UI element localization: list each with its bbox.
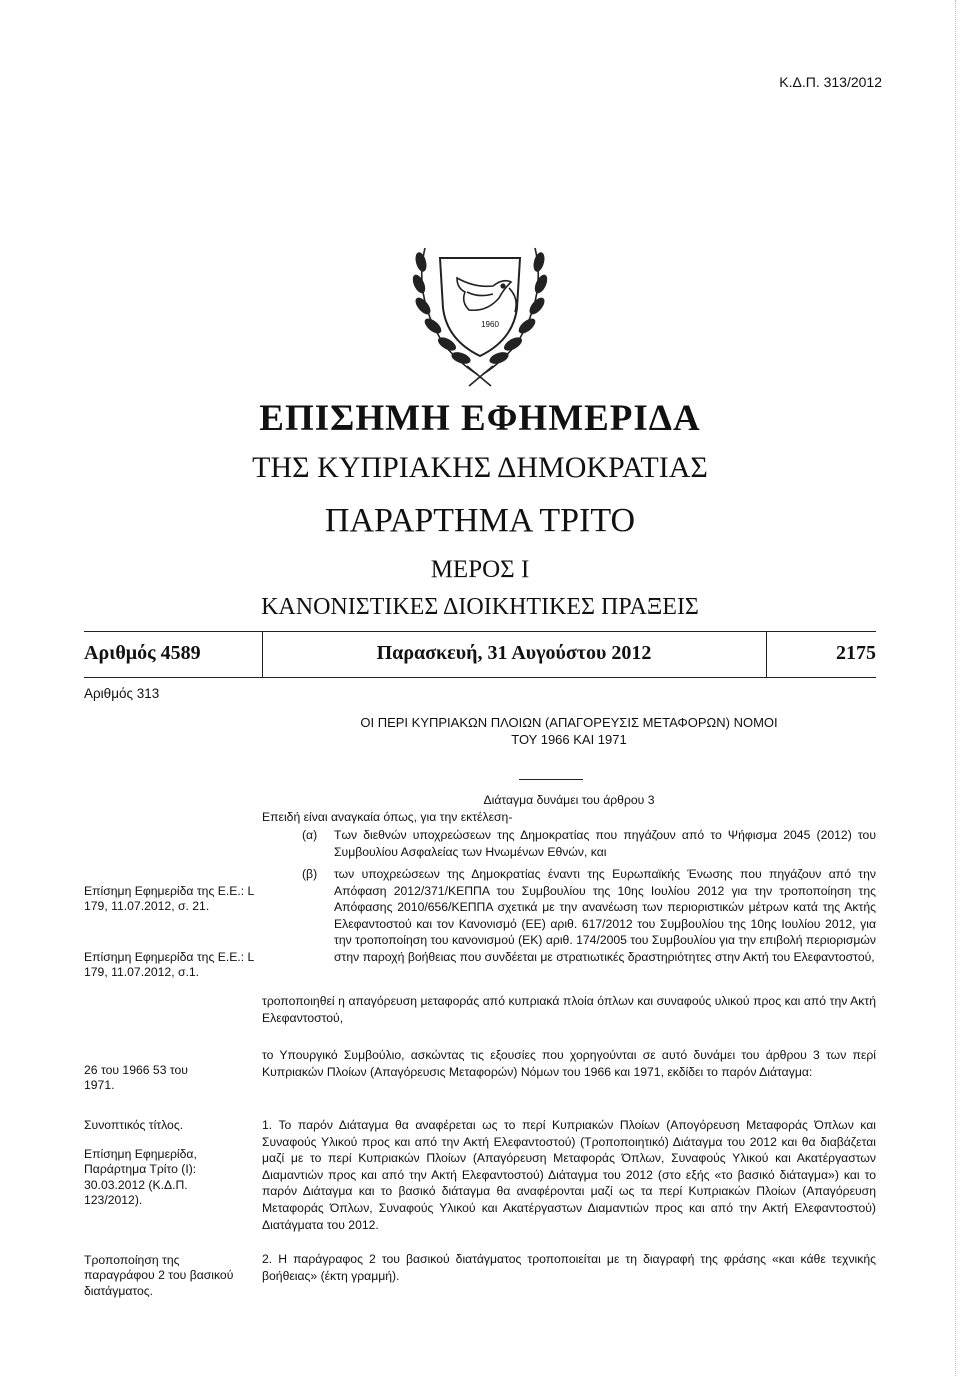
margin-note-amendment: Τροποποίηση της παραγράφου 2 του βασικού διατάγματος. <box>84 1253 234 1298</box>
gazette-subtitle: ΤΗΣ ΚΥΠΡΙΑΚΗΣ ΔΗΜΟΚΡΑΤΙΑΣ <box>252 451 708 484</box>
document-number: Αριθμός 313 <box>84 686 160 701</box>
margin-note-gazette: Επίσημη Εφημερίδα, Παράρτημα Τρίτο (Ι): 30.03.2012 (Κ.Δ.Π. 123/2012). <box>84 1147 197 1207</box>
law-title <box>262 714 876 748</box>
item-b-text: των υποχρεώσεων της Δημοκρατίας έναντι της Ευρωπαϊκής Ένωσης που πηγάζουν από την Απόφαση 2012/371/ΚΕΠΠΑ του Συμβουλίου της 10ης Ιουλίου 2012 για την τροποποίηση της Απόφασης 2010/656/ΚΕΠΠΑ σχετικά με την ανανέωση των περιοριστικών μέτρων κατά της Ακτής Ελεφαντοστού και τον Κανονισμό (ΕΕ) αριθ. 617/2012 του Συμβουλίου της 10ης Ιουλίου 2012, για την τροποποίηση του κανονισμού (ΕΚ) αριθ. 174/2005 του Συμβουλίου για την επιβολή περιορισμών στην παροχή βοήθειας που συνδέεται με στρατιωτικές δραστηριότητες στην Ακτή του Ελεφαντοστού, <box>334 867 876 964</box>
part-title: ΜΕΡΟΣ Ι <box>430 556 530 583</box>
item-a-label: (α) <box>302 828 318 842</box>
amended-ban-clause: τροποποιηθεί η απαγόρευση μεταφοράς από κυπριακά πλοία όπλων και συναφούς υλικού προς και από την Ακτή Ελεφαντοστού, <box>262 994 876 1025</box>
margin-note-laws: 26 του 1966 53 του 1971. <box>84 1063 188 1093</box>
paragraph-1: 1. Το παρόν Διάταγμα θα αναφέρεται ως το περί Κυπριακών Πλοίων (Απογόρευση Μεταφοράς Όπλων και Συναφούς Υλικού προς και από την Ακτή Ελεφαντοστού) (Τροποποιητικό) Διάταγμα του 2012 και θα διαβάζεται μαζί με το περί Κυπριακών Πλοίων (Απαγόρευση Μεταφοράς Όπλων, Συναφούς Υλικού και Ακατέργαστων Διαμαντιών προς και από την Ακτή Ελεφαντοστού) Διάταγμα του 2012 (στο εξής «το βασικό διάταγμα») και το παρόν Διάταγμα και το βασικό διάταγμα θα αναφέρονται μαζί ως τα περί Κυπριακών Πλοίων (Απαγόρευση Μεταφοράς Όπλων, Συναφούς Υλικού και Ακατέργαστων Διαμαντιών προς και από την Ακτή Ελεφαντοστού) Διατάγματα του 2012. <box>262 1118 876 1232</box>
item-a-text: Των διεθνών υποχρεώσεων της Δημοκρατίας που πηγάζουν από το Ψήφισμα 2045 (2012) του Συμβουλίου Ασφαλείας των Ηνωμένων Εθνών, και <box>334 828 876 859</box>
issue-number: Αριθμός 4589 <box>84 642 201 664</box>
council-clause: το Υπουργικό Συμβούλιο, ασκώντας τις εξουσίες που χορηγούνται σε αυτό δυνάμει του άρθρου 3 των περί Κυπριακών Πλοίων (Απαγόρευσις Μεταφορών) Νόμων του 1966 και 1971, εκδίδει το παρόν Διάταγμα: <box>262 1048 876 1079</box>
page-number: 2175 <box>836 642 876 664</box>
issue-date: Παρασκευή, 31 Αυγούστου 2012 <box>376 642 652 664</box>
law-title-line-1: ΟΙ ΠΕΡΙ ΚΥΠΡΙΑΚΩΝ ΠΛΟΙΩΝ (ΑΠΑΓΟΡΕΥΣΙΣ ΜΕΤΑΦΟΡΩΝ) ΝΟΜΟΙ <box>360 715 778 730</box>
appendix-title: ΠΑΡΑΡΤΗΜΑ ΤΡΙΤΟ <box>324 502 636 539</box>
item-b <box>302 866 876 966</box>
item-b-label: (β) <box>302 867 318 881</box>
issue-bar-top-rule <box>84 631 876 632</box>
issue-bar-bottom-rule <box>84 677 876 678</box>
coat-of-arms-emblem <box>395 228 565 388</box>
preamble: Επειδή είναι αναγκαία όπως, για την εκτέλεση- <box>262 810 513 824</box>
dove-olive-branch-icon <box>395 228 565 388</box>
paragraph-2: 2. Η παράγραφος 2 του βασικού διατάγματος τροποποιείται με τη διαγραφή της φράσης «και κάθε τεχνικής βοήθειας» (έκτη γραμμή). <box>262 1252 876 1283</box>
emblem-year: 1960 <box>481 320 499 329</box>
document-reference: Κ.Δ.Π. 313/2012 <box>779 74 882 90</box>
item-a <box>302 827 876 860</box>
decree-heading: Διάταγμα δυνάμει του άρθρου 3 <box>483 793 655 807</box>
margin-note-oj-2: Επίσημη Εφημερίδα της Ε.Ε.: L 179, 11.07.2012, σ.1. <box>84 950 254 980</box>
scan-edge <box>955 0 956 1376</box>
margin-note-short-title: Συνοπτικός τίτλος. <box>84 1118 184 1132</box>
title-separator <box>519 779 583 780</box>
margin-note-oj-1: Επίσημη Εφημερίδα της Ε.Ε.: L 179, 11.07.2012, σ. 21. <box>84 884 254 914</box>
gazette-title: ΕΠΙΣΗΜΗ ΕΦΗΜΕΡΙΔΑ <box>259 398 701 439</box>
section-title: ΚΑΝΟΝΙΣΤΙΚΕΣ ΔΙΟΙΚΗΤΙΚΕΣ ΠΡΑΞΕΙΣ <box>261 594 699 620</box>
law-title-line-2: ΤΟΥ 1966 ΚΑΙ 1971 <box>511 732 627 747</box>
